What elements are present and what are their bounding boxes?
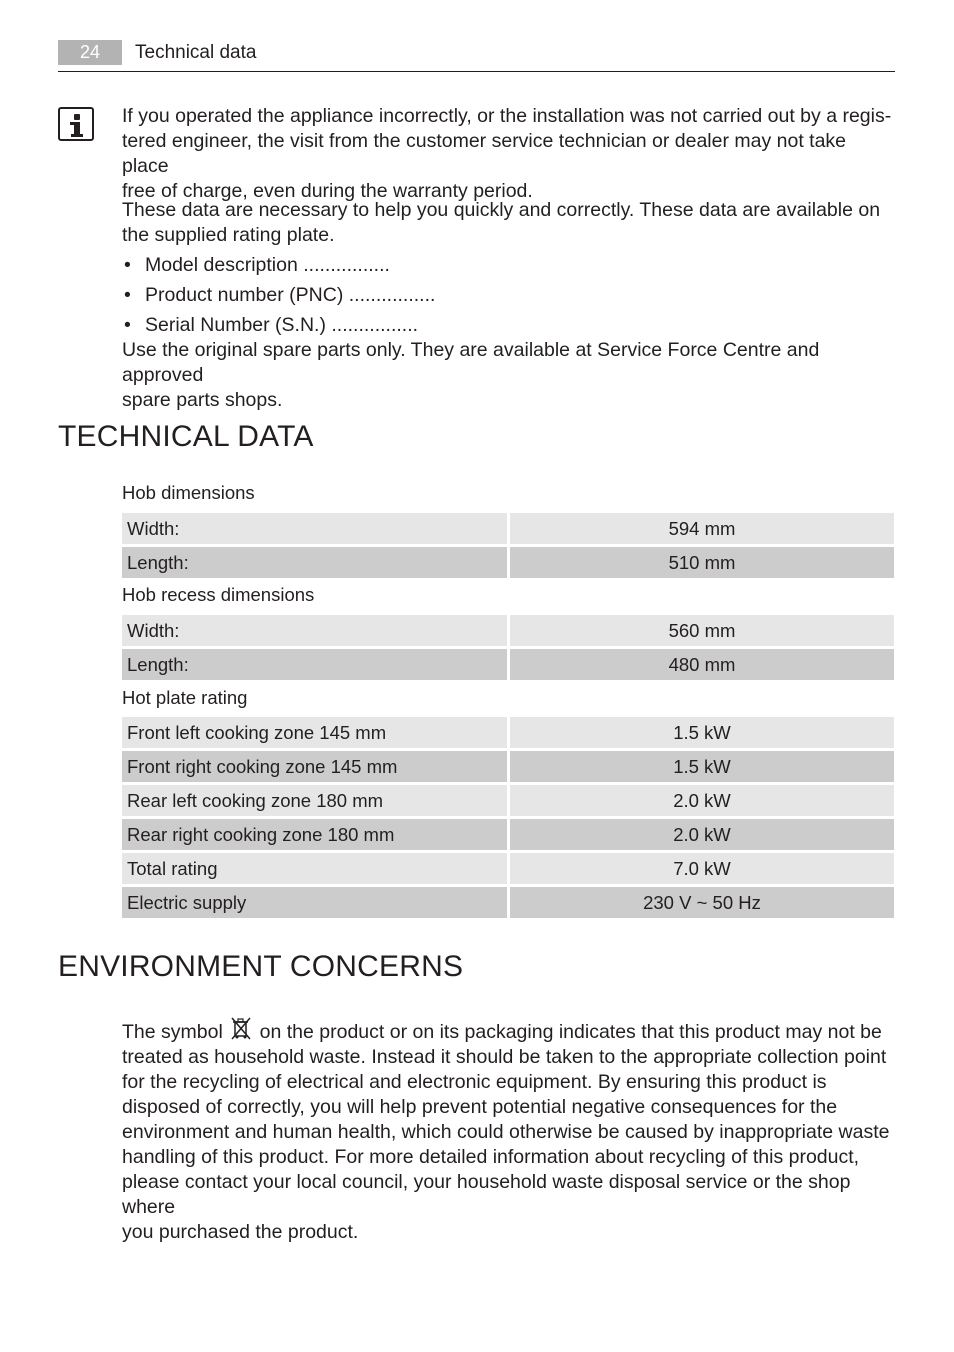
spare-parts-note-line: spare parts shops.: [122, 389, 283, 411]
hob-dimensions-title: Hob dimensions: [122, 482, 255, 503]
table-row: [122, 887, 894, 918]
environment-line: disposed of correctly, you will help prevent potential negative consequences for the: [122, 1096, 838, 1118]
list-item-product-number: • Product number (PNC) ................: [122, 283, 892, 313]
row-label: Rear right cooking zone 180 mm: [122, 819, 507, 850]
row-value: 480 mm: [510, 649, 894, 680]
row-value: 560 mm: [510, 615, 894, 646]
warranty-note: [122, 104, 892, 204]
page-number: 24: [58, 40, 122, 65]
environment-concerns-heading: ENVIRONMENT CONCERNS: [58, 950, 464, 983]
row-label: Width:: [122, 615, 507, 646]
spare-parts-note: [122, 338, 892, 413]
symbol-sentence-start: The symbol: [122, 1021, 223, 1043]
row-label: Front right cooking zone 145 mm: [122, 751, 507, 782]
row-value: 7.0 kW: [510, 853, 894, 884]
row-value: 594 mm: [510, 513, 894, 544]
row-label: Length:: [122, 649, 507, 680]
table-row: [122, 751, 894, 782]
environment-line: please contact your local council, your household waste disposal service or the shop where: [122, 1171, 851, 1218]
hot-plate-rating-title: Hot plate rating: [122, 687, 248, 708]
row-value: 1.5 kW: [510, 717, 894, 748]
row-label: Length:: [122, 547, 507, 578]
row-value: 230 V ~ 50 Hz: [510, 887, 894, 918]
row-label: Total rating: [122, 853, 507, 884]
environment-line: for the recycling of electrical and electronic equipment. By ensuring this product is: [122, 1071, 827, 1093]
table-row: [122, 547, 894, 578]
row-label: Rear left cooking zone 180 mm: [122, 785, 507, 816]
table-row: [122, 785, 894, 816]
technical-data-heading: TECHNICAL DATA: [58, 420, 314, 453]
table-row: [122, 615, 894, 646]
list-item-serial-number: • Serial Number (S.N.) ................: [122, 313, 892, 343]
row-value: 2.0 kW: [510, 785, 894, 816]
rating-plate-note: [122, 198, 892, 248]
hob-recess-dimensions-title: Hob recess dimensions: [122, 584, 315, 605]
list-item-model-description: • Model description ................: [122, 253, 892, 283]
table-row: [122, 853, 894, 884]
row-value: 2.0 kW: [510, 819, 894, 850]
row-label: Front left cooking zone 145 mm: [122, 717, 507, 748]
row-value: 1.5 kW: [510, 751, 894, 782]
row-value: 510 mm: [510, 547, 894, 578]
table-row: [122, 649, 894, 680]
warranty-note-line: tered engineer, the visit from the customer service technician or dealer may not take place: [122, 130, 847, 177]
info-icon: [58, 107, 94, 141]
rating-plate-note-line: These data are necessary to help you quickly and correctly. These data are available on: [122, 199, 881, 221]
environment-line: environment and human health, which could otherwise be caused by inappropriate waste: [122, 1121, 890, 1143]
table-row: [122, 513, 894, 544]
rating-plate-fields: [122, 253, 892, 343]
warranty-note-line: If you operated the appliance incorrectly, or the installation was not carried out by a regis-: [122, 105, 892, 127]
crossed-out-wheelie-bin-icon: [230, 1017, 252, 1041]
environment-line: you purchased the product.: [122, 1221, 359, 1243]
environment-line: handling of this product. For more detailed information about recycling of this product,: [122, 1146, 860, 1168]
page-header: [58, 40, 895, 72]
table-row: [122, 717, 894, 748]
row-label: Width:: [122, 513, 507, 544]
environment-line: [122, 1017, 892, 1045]
environment-paragraph: [122, 1017, 892, 1245]
rating-plate-note-line: the supplied rating plate.: [122, 224, 335, 246]
row-label: Electric supply: [122, 887, 507, 918]
table-row: [122, 819, 894, 850]
running-header-title: Technical data: [135, 42, 257, 63]
warranty-note-line: free of charge, even during the warranty period.: [122, 180, 533, 202]
environment-line: treated as household waste. Instead it should be taken to the appropriate collection point: [122, 1046, 887, 1068]
spare-parts-note-line: Use the original spare parts only. They are available at Service Force Centre and approved: [122, 339, 820, 386]
symbol-sentence-end: on the product or on its packaging indicates that this product may not be: [259, 1021, 882, 1043]
